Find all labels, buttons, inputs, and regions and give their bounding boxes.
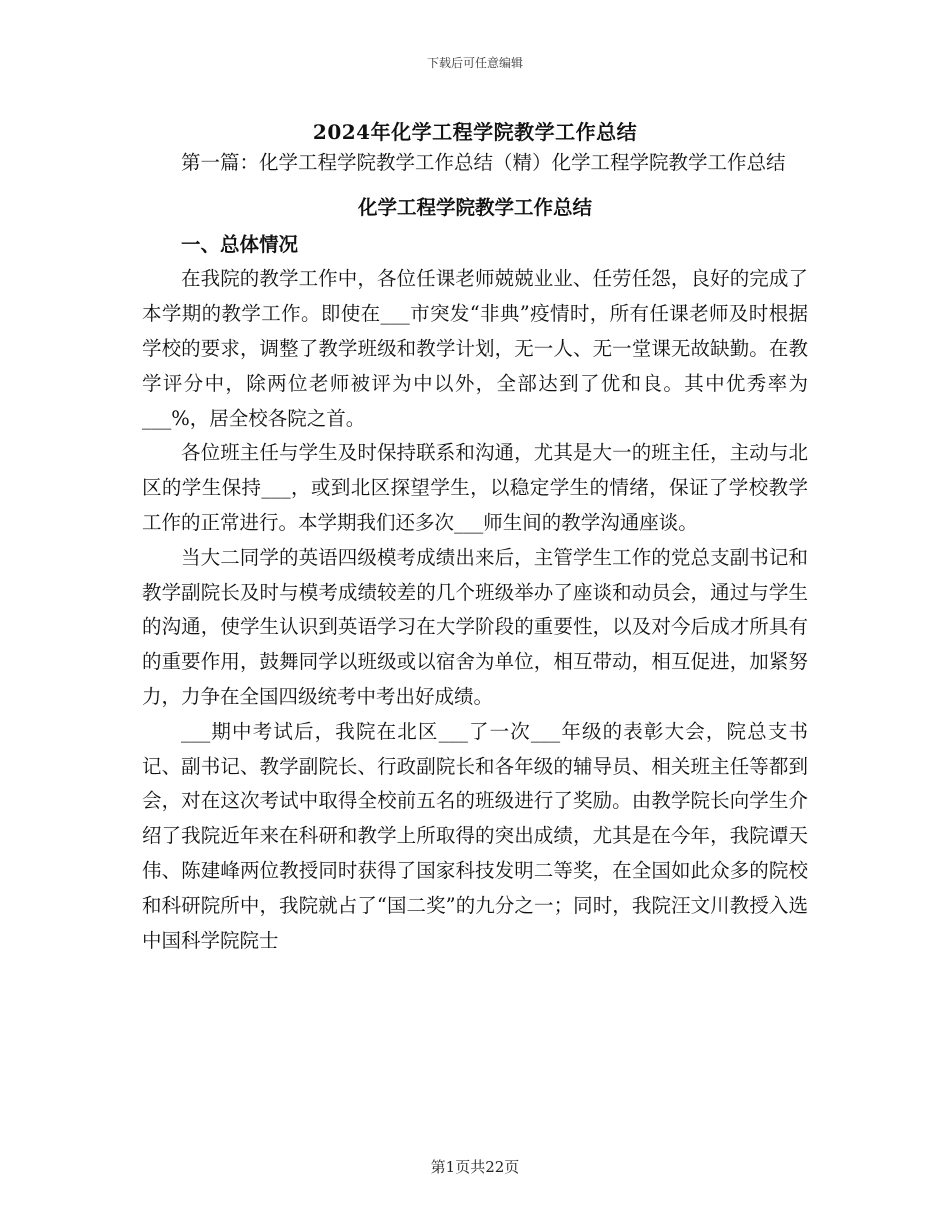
- download-note: 下载后可任意编辑: [426, 56, 523, 70]
- document-title: 2024年化学工程学院教学工作总结: [312, 120, 638, 144]
- subtitle-line: 第一篇：化学工程学院教学工作总结（精）化学工程学院教学工作总结: [181, 151, 786, 174]
- section-title: 化学工程学院教学工作总结: [357, 195, 592, 219]
- paragraph: 在我院的教学工作中，各位任课老师兢兢业业、任劳任怨，良好的完成了本学期的教学工作。即使在___市突发“非典”疫情时，所有任课老师及时根据学校的要求，调整了教学班级和教学计划，无一人、无一堂课无故缺勤。在教学评分中，除两位老师被评为中以外，全部达到了优和良。其中优秀率为___%，居全校各院之首。: [142, 267, 808, 430]
- heading-overall-situation: 一、总体情况: [181, 232, 299, 256]
- page-number: 第1页共22页: [430, 1158, 520, 1176]
- paragraph: ___期中考试后，我院在北区___了一次___年级的表彰大会，院总支书记、副书记、教学副院长、行政副院长和各年级的辅导员、相关班主任等都到会，对在这次考试中取得全校前五名的班级进行了奖励。由教学院长向学生介绍了我院近年来在科研和教学上所取得的突出成绩，尤其是在今年，我院谭天伟、陈建峰两位教授同时获得了国家科技发明二等奖，在全国如此众多的院校和科研院所中，我院就占了“国二奖”的九分之一；同时，我院汪文川教授入选中国科学院院士: [142, 719, 808, 952]
- paragraph: 各位班主任与学生及时保持联系和沟通，尤其是大一的班主任，主动与北区的学生保持___，或到北区探望学生，以稳定学生的情绪，保证了学校教学工作的正常进行。本学期我们还多次___师生间的教学沟通座谈。: [142, 441, 808, 534]
- document-body: [142, 146, 808, 958]
- paragraph: 当大二同学的英语四级模考成绩出来后，主管学生工作的党总支副书记和教学副院长及时与模考成绩较差的几个班级举办了座谈和动员会，通过与学生的沟通，使学生认识到英语学习在大学阶段的重要性，以及对今后成才所具有的重要作用，鼓舞同学以班级或以宿舍为单位，相互带动，相互促进，加紧努力，力争在全国四级统考中考出好成绩。: [142, 545, 808, 708]
